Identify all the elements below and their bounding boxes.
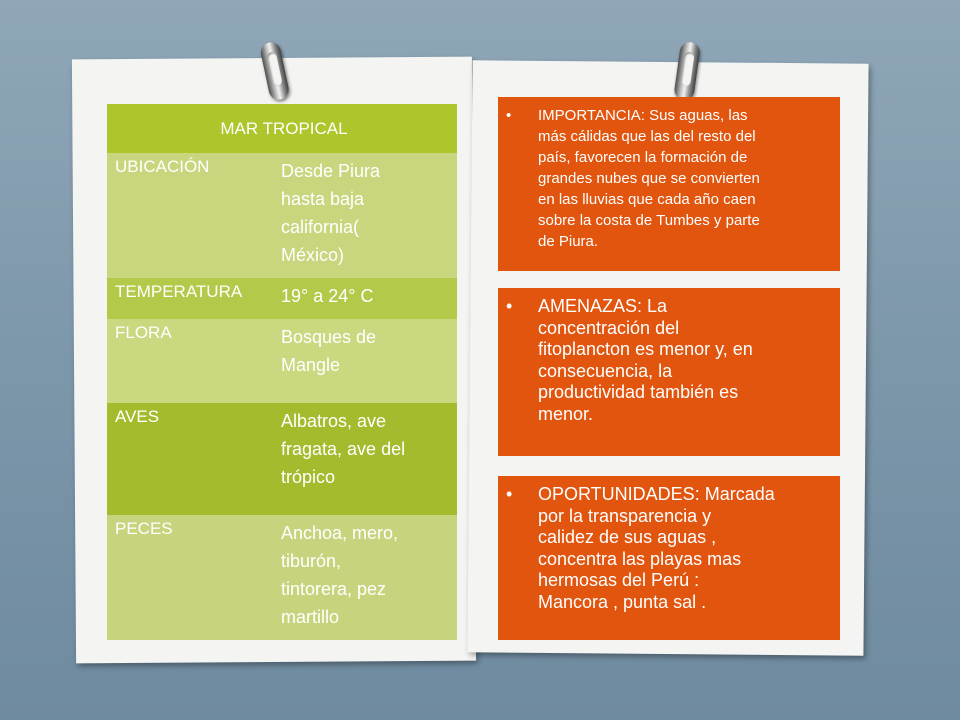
mar-tropical-table	[107, 104, 457, 640]
text-line: por la transparencia y	[538, 505, 712, 526]
value-line: Albatros, ave	[281, 411, 387, 431]
row-value-text: 19° a 24° C	[281, 286, 374, 306]
table-header-row	[107, 104, 457, 153]
oportunidades-item	[506, 484, 830, 613]
table-row	[107, 403, 457, 515]
value-line: Bosques de	[281, 327, 377, 347]
amenazas-label: AMENAZAS:	[538, 296, 643, 316]
oportunidades-box	[498, 476, 840, 640]
text-line: La	[642, 296, 668, 316]
text-line: productividad también es	[538, 382, 739, 402]
row-label-text: TEMPERATURA	[115, 282, 243, 301]
importancia-item	[506, 105, 830, 252]
amenazas-box	[498, 288, 840, 456]
row-value-temperatura	[281, 278, 457, 319]
row-label-aves	[107, 403, 281, 515]
row-value-text	[281, 515, 457, 631]
text-line: Marcada	[699, 484, 775, 504]
text-line: calidez de sus aguas ,	[538, 527, 717, 547]
table-row	[107, 153, 457, 278]
importancia-box	[498, 97, 840, 271]
text-line: hermosas del Perú :	[538, 570, 700, 590]
text-line: de Piura.	[538, 233, 599, 250]
row-label-text: AVES	[115, 407, 160, 426]
text-line: concentra las playas mas	[538, 548, 742, 569]
table-title	[107, 104, 457, 153]
row-value-text	[281, 153, 457, 269]
text-line: en las lluvias que cada año caen	[538, 191, 756, 208]
value-line: tintorera, pez	[281, 579, 387, 599]
value-line: trópico	[281, 467, 336, 487]
row-label-text: PECES	[115, 519, 173, 538]
row-value-peces	[281, 515, 457, 640]
text-line: país, favorecen la formación de	[538, 149, 748, 166]
text-line: sobre la costa de Tumbes y parte	[538, 212, 760, 229]
text-line: Mancora , punta sal .	[538, 591, 707, 612]
row-label-flora	[107, 319, 281, 403]
row-label-ubicacion	[107, 153, 281, 278]
text-line: consecuencia, la	[538, 360, 673, 381]
table-title-text: MAR TROPICAL	[220, 118, 348, 138]
row-value-aves	[281, 403, 457, 515]
text-line: Sus aguas, las	[644, 107, 748, 124]
row-value-ubicacion	[281, 153, 457, 278]
text-line: más cálidas que las del resto del	[538, 128, 756, 145]
value-line: Mangle	[281, 355, 341, 375]
table-row	[107, 278, 457, 319]
row-label-peces	[107, 515, 281, 640]
bullet-icon: •	[506, 484, 513, 504]
row-label-temperatura	[107, 278, 281, 319]
table-row	[107, 319, 457, 403]
row-value-text	[281, 319, 457, 379]
text-line: fitoplancton es menor y, en	[538, 339, 753, 359]
value-line: fragata, ave del	[281, 439, 406, 459]
value-line: california(	[281, 217, 360, 237]
text-line: menor.	[538, 403, 594, 424]
row-value-flora	[281, 319, 457, 403]
bullet-icon: •	[506, 296, 513, 316]
value-line: tiburón,	[281, 551, 342, 571]
text-line: grandes nubes que se convierten	[538, 170, 760, 187]
text-line: concentración del	[538, 317, 680, 338]
row-label-text: UBICACIÓN	[115, 157, 210, 176]
value-line: hasta baja	[281, 189, 365, 209]
bullet-icon: •	[506, 107, 512, 124]
value-line: Desde Piura	[281, 161, 381, 181]
value-line: México)	[281, 245, 345, 265]
amenazas-item	[506, 296, 830, 425]
oportunidades-label: OPORTUNIDADES:	[538, 484, 700, 504]
importancia-label: IMPORTANCIA:	[538, 107, 645, 124]
value-line: martillo	[281, 607, 340, 627]
row-label-text: FLORA	[115, 323, 172, 342]
row-value-text	[281, 403, 457, 491]
table-row	[107, 515, 457, 640]
value-line: Anchoa, mero,	[281, 523, 399, 543]
